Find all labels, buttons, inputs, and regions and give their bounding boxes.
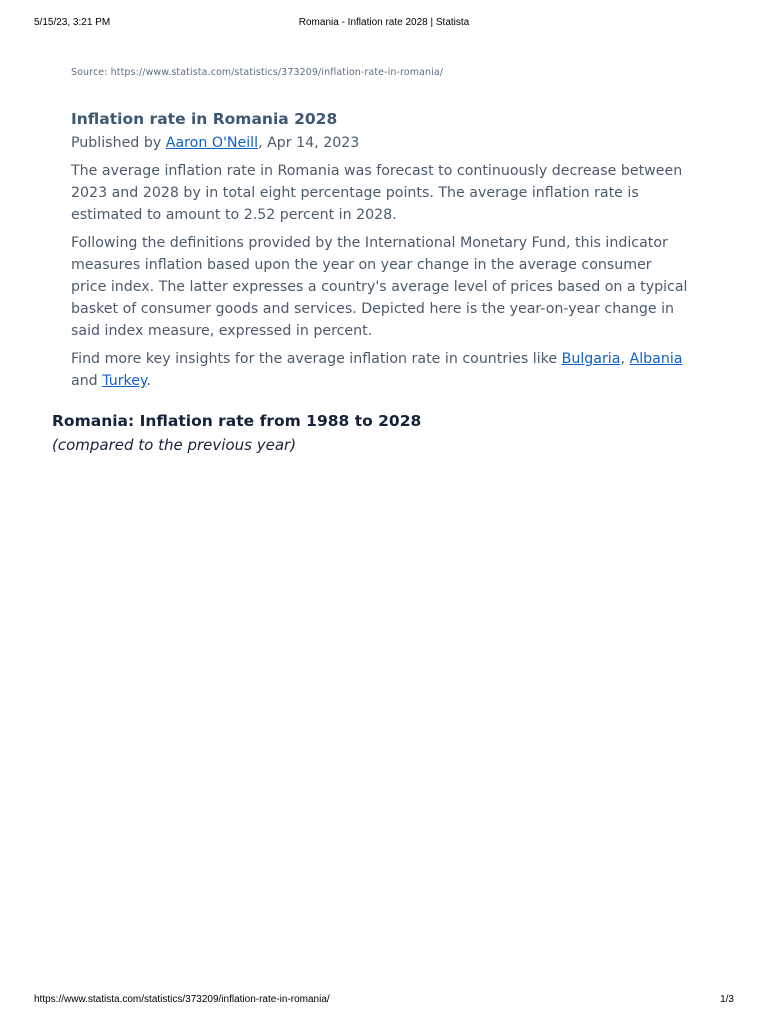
bulgaria-link[interactable]: Bulgaria xyxy=(561,351,621,367)
albania-link[interactable]: Albania xyxy=(629,351,683,367)
print-header xyxy=(34,17,734,31)
article-paragraph-1: The average inflation rate in Romania was forecast to continuously decrease between 2023 and 2028 by in total eight percentage points. The average inflation rate is estimated to amount to 2.52 percent in 2028. xyxy=(71,163,683,223)
chart-title: Romania: Inflation rate from 1988 to 2028 xyxy=(52,412,422,430)
byline xyxy=(71,132,691,154)
print-page-number: 1/3 xyxy=(720,994,734,1005)
insights-prefix: Find more key insights for the average inflation rate in countries like xyxy=(71,351,562,367)
end-period: . xyxy=(146,373,151,389)
source-line: Source: https://www.statista.com/statistics/373209/inflation-rate-in-romania/ xyxy=(71,67,444,78)
print-url: https://www.statista.com/statistics/373209/inflation-rate-in-romania/ xyxy=(34,994,330,1005)
article-paragraph-2: Following the definitions provided by the International Monetary Fund, this indicator measures inflation based upon the year on year change in the average consumer price index. The latter expresses a country's average level of prices based on a typical basket of consumer goods and services. Depicted here is the year-on-year change in said index measure, expressed in percent. xyxy=(71,235,688,339)
print-footer xyxy=(34,994,734,1008)
publish-date: , Apr 14, 2023 xyxy=(258,135,360,151)
print-page-title: Romania - Inflation rate 2028 | Statista xyxy=(298,17,470,28)
chart-heading xyxy=(52,410,712,457)
article-paragraph-3 xyxy=(71,348,691,392)
print-datetime: 5/15/23, 3:21 PM xyxy=(34,17,111,28)
article xyxy=(71,108,691,392)
separator-and: and xyxy=(71,373,103,389)
separator-comma: , xyxy=(620,351,630,367)
turkey-link[interactable]: Turkey xyxy=(102,373,147,389)
byline-prefix: Published by xyxy=(71,135,166,151)
article-title: Inflation rate in Romania 2028 xyxy=(71,110,338,128)
chart-subtitle: (compared to the previous year) xyxy=(52,436,297,454)
author-link[interactable]: Aaron O'Neill xyxy=(165,135,259,151)
